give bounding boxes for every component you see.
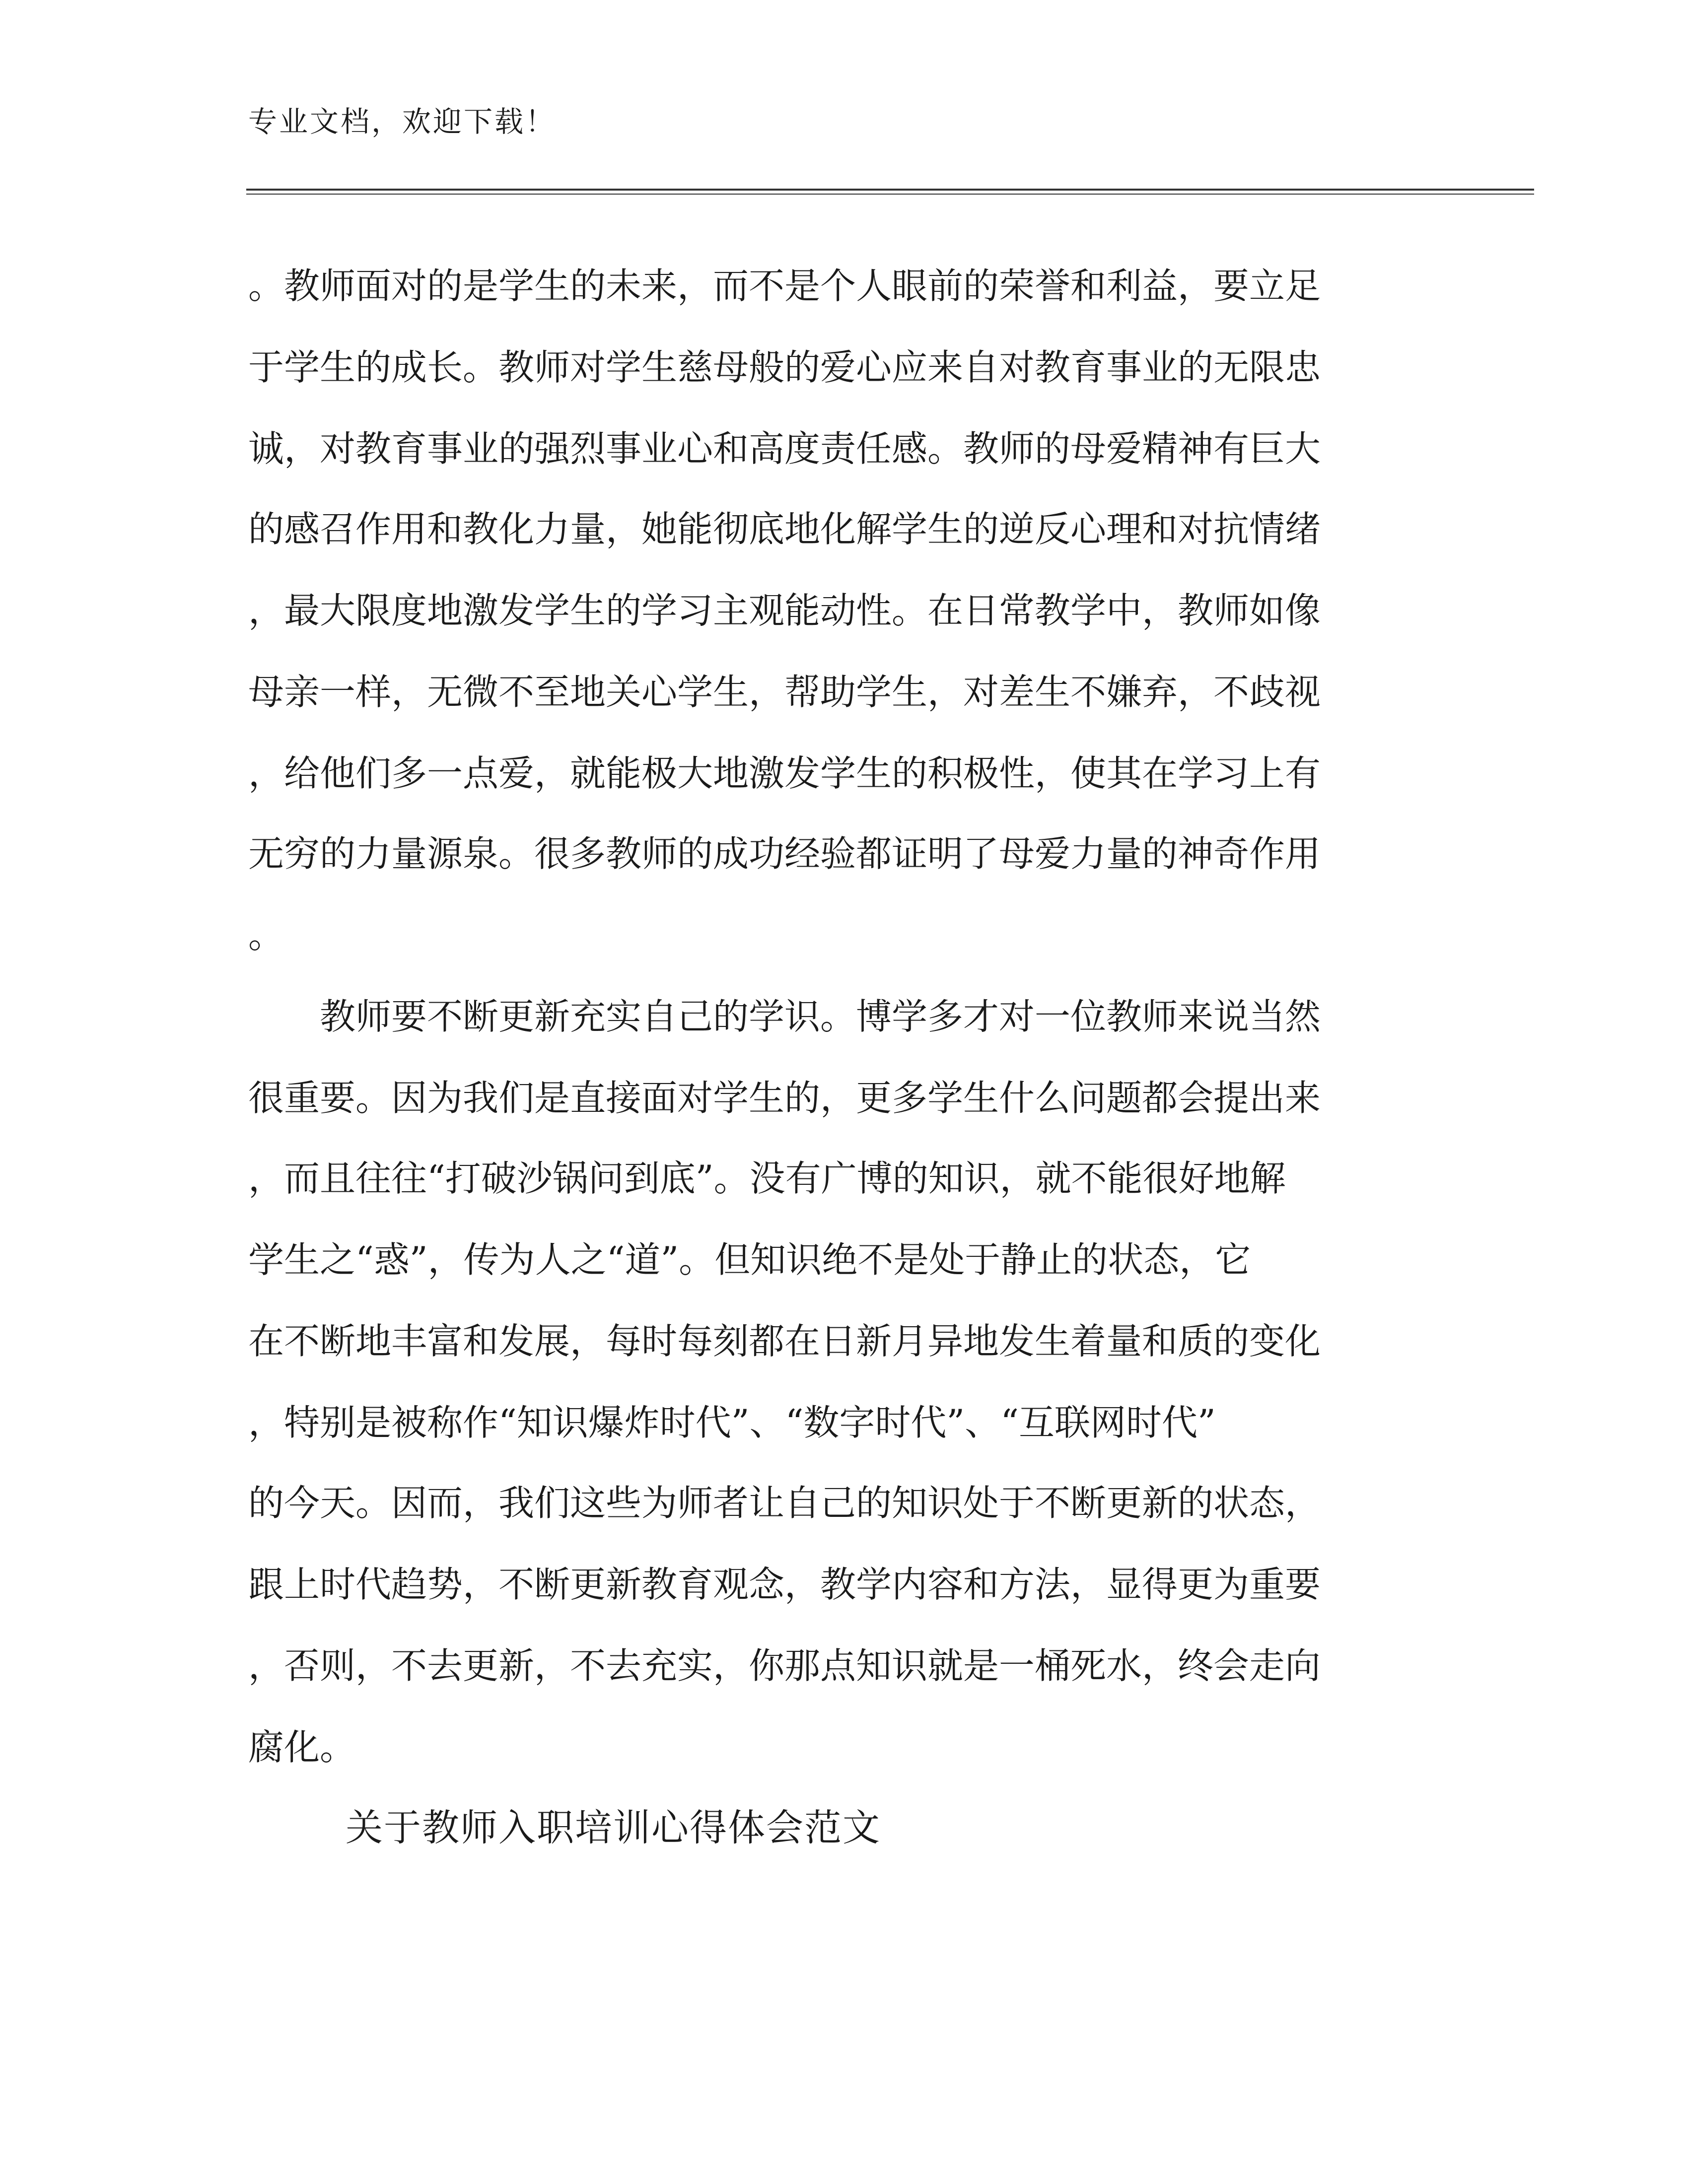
body-line: 很重要。因为我们是直接面对学生的，更多学生什么问题都会提出来	[248, 1077, 1321, 1119]
body-line: 教师要不断更新充实自己的学识。博学多才对一位教师来说当然	[248, 996, 1321, 1037]
body-line: 母亲一样，无微不至地关心学生，帮助学生，对差生不嫌弃，不歧视	[248, 671, 1321, 713]
page-header-text: 专业文档，欢迎下载！	[248, 105, 557, 138]
body-line: 的感召作用和教化力量，她能彻底地化解学生的逆反心理和对抗情绪	[248, 508, 1321, 550]
body-line: 于学生的成长。教师对学生慈母般的爱心应来自对教育事业的无限忠	[248, 346, 1321, 388]
body-line: 的今天。因而，我们这些为师者让自己的知识处于不断更新的状态，	[248, 1482, 1321, 1524]
body-line: ，否则，不去更新，不去充实，你那点知识就是一桶死水，终会走向	[248, 1645, 1321, 1687]
body-line: 跟上时代趋势，不断更新教育观念，教学内容和方法，显得更为重要	[248, 1564, 1321, 1605]
body-line: ，特别是被称作“知识爆炸时代”、“数字时代”、“互联网时代”	[248, 1402, 1216, 1443]
header-rule-thin	[246, 194, 1534, 195]
body-line: 诚，对教育事业的强烈事业心和高度责任感。教师的母爱精神有巨大	[248, 428, 1321, 470]
body-line: 学生之“惑”，传为人之“道”。但知识绝不是处于静止的状态，它	[248, 1239, 1251, 1281]
section-heading: 关于教师入职培训心得体会范文	[346, 1806, 881, 1849]
body-line: 腐化。	[248, 1726, 356, 1768]
body-line: ，最大限度地激发学生的学习主观能动性。在日常教学中，教师如像	[248, 590, 1321, 631]
body-line: ，而且往往“打破沙锅问到底”。没有广博的知识，就不能很好地解	[248, 1158, 1286, 1199]
body-line: 在不断地丰富和发展，每时每刻都在日新月异地发生着量和质的变化	[248, 1320, 1321, 1362]
body-line: ，给他们多一点爱，就能极大地激发学生的积极性，使其在学习上有	[248, 752, 1321, 794]
body-line: 无穷的力量源泉。很多教师的成功经验都证明了母爱力量的神奇作用	[248, 833, 1321, 875]
header-rule-thick	[246, 189, 1534, 191]
body-line: 。	[248, 914, 284, 956]
body-line: 。教师面对的是学生的未来，而不是个人眼前的荣誉和利益，要立足	[248, 265, 1321, 307]
